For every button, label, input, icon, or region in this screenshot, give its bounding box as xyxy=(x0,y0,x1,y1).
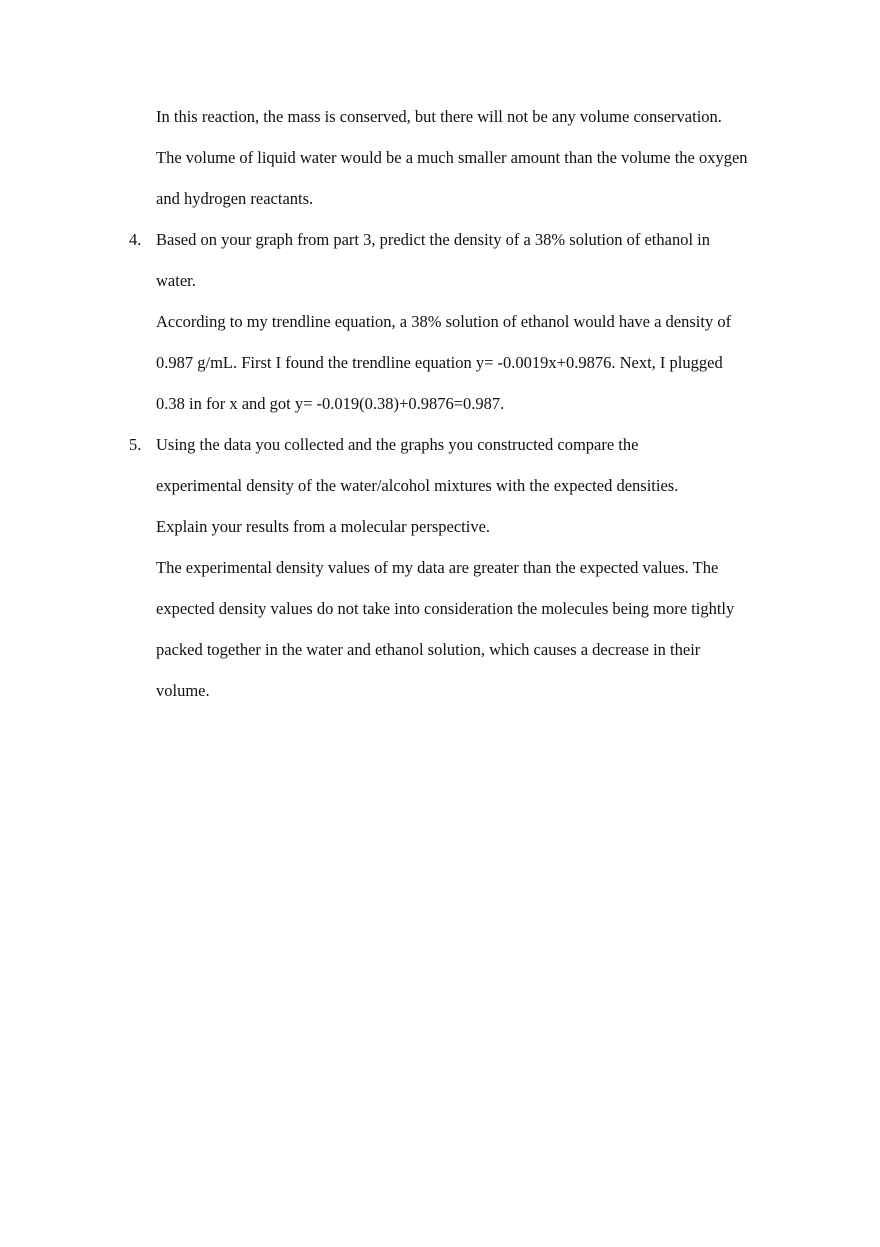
item-5-number: 5. xyxy=(129,435,142,454)
item-4-answer-line-1: According to my trendline equation, a 38% solution of ethanol would have a density of xyxy=(156,312,732,331)
item-4-number: 4. xyxy=(129,230,142,249)
item-4-answer-line-2: 0.987 g/mL. First I found the trendline equation y= -0.0019x+0.9876. Next, I plugged xyxy=(156,353,723,372)
item-5-question-line-1: Using the data you collected and the graphs you constructed compare the xyxy=(156,435,639,454)
item-5-answer-line-3: packed together in the water and ethanol solution, which causes a decrease in their xyxy=(156,640,701,659)
item-5-question-line-3: Explain your results from a molecular perspective. xyxy=(156,517,491,536)
continuation-line-1: In this reaction, the mass is conserved, but there will not be any volume conservation. xyxy=(156,107,722,126)
item-5-answer-line-2: expected density values do not take into consideration the molecules being more tightly xyxy=(156,599,735,618)
continuation-line-2: The volume of liquid water would be a much smaller amount than the volume the oxygen xyxy=(156,148,748,167)
item-4-answer-line-3: 0.38 in for x and got y= -0.019(0.38)+0.9876=0.987. xyxy=(156,394,505,413)
item-5-answer-line-1: The experimental density values of my data are greater than the expected values. The xyxy=(156,558,719,577)
item-5-question-line-2: experimental density of the water/alcohol mixtures with the expected densities. xyxy=(156,476,679,495)
continuation-line-3: and hydrogen reactants. xyxy=(156,189,314,208)
item-4-question-line-2: water. xyxy=(156,271,196,290)
item-4-question-line-1: Based on your graph from part 3, predict the density of a 38% solution of ethanol in xyxy=(156,230,710,249)
item-5-answer-line-4: volume. xyxy=(156,681,210,700)
